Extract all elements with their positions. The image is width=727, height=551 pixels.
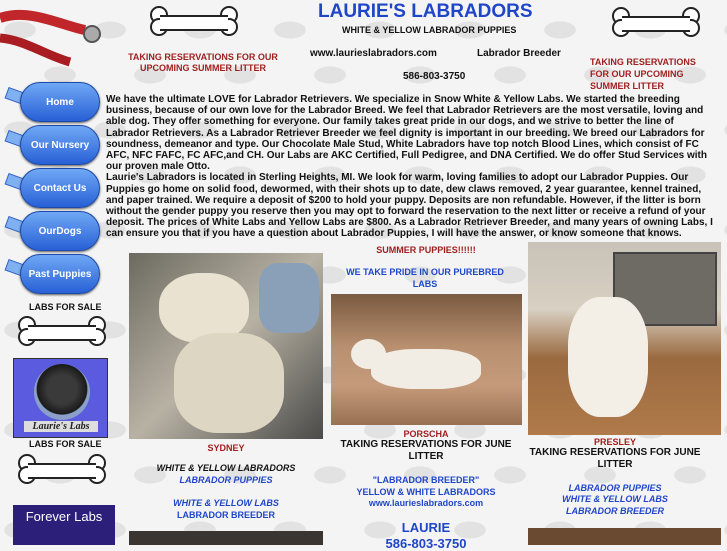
porscha-reserve: TAKING RESERVATIONS FOR JUNE LITTER bbox=[340, 439, 512, 462]
nav-nursery-button[interactable]: Our Nursery bbox=[20, 125, 100, 165]
page-subtitle: WHITE & YELLOW LABRADOR PUPPIES bbox=[342, 25, 517, 35]
sydney-caption: SYDNEY bbox=[207, 443, 245, 453]
mid-phone: 586-803-3750 bbox=[385, 536, 467, 551]
nav-pastpuppies-button[interactable]: Past Puppies bbox=[20, 254, 100, 294]
yellow-white-text: YELLOW & WHITE LABRADORS bbox=[356, 487, 496, 497]
bottom-photo-right[interactable] bbox=[528, 528, 721, 545]
phone-number: 586-803-3750 bbox=[403, 71, 466, 82]
pride-text: WE TAKE PRIDE IN OUR PUREBRED LABS bbox=[346, 267, 504, 289]
left-line-2: LABRADOR PUPPIES bbox=[179, 475, 273, 485]
labs-badge-image[interactable] bbox=[13, 358, 108, 438]
bone-graphic-sidebar-1[interactable] bbox=[18, 316, 106, 346]
right-line-2: WHITE & YELLOW LABS bbox=[562, 494, 668, 504]
forever-labs-text: Forever Labs bbox=[25, 509, 103, 524]
porscha-caption: PORSCHA bbox=[403, 429, 449, 439]
leash-graphic bbox=[0, 0, 110, 70]
presley-caption: PRESLEY bbox=[593, 437, 636, 447]
sydney-photo[interactable] bbox=[129, 253, 323, 439]
nav-home-button[interactable]: Home bbox=[20, 82, 100, 122]
bone-graphic-left bbox=[150, 6, 238, 36]
bottom-photo-left[interactable] bbox=[129, 531, 323, 545]
presley-reserve: TAKING RESERVATIONS FOR JUNE LITTER bbox=[529, 447, 701, 470]
mid-site-url[interactable]: www.laurieslabradors.com bbox=[368, 498, 484, 508]
laurie-name: LAURIE bbox=[401, 520, 451, 535]
nav-ourdogs-button[interactable]: OurDogs bbox=[20, 211, 100, 251]
left-line-3: WHITE & YELLOW LABS bbox=[173, 498, 279, 508]
puppy-photo bbox=[34, 364, 90, 420]
labs-for-sale-label-2: LABS FOR SALE bbox=[29, 439, 102, 449]
reservation-notice-right: TAKING RESERVATIONS FOR OUR UPCOMING SUMMER LITTER bbox=[590, 57, 696, 91]
bone-graphic-sidebar-2[interactable] bbox=[18, 454, 106, 484]
labs-for-sale-label: LABS FOR SALE bbox=[29, 302, 102, 312]
breeder-role: Labrador Breeder bbox=[477, 48, 561, 59]
left-line-4: LABRADOR BREEDER bbox=[176, 510, 275, 520]
right-line-1: LABRADOR PUPPIES bbox=[568, 483, 662, 493]
intro-text bbox=[106, 94, 718, 240]
summer-puppies-notice: SUMMER PUPPIES!!!!!! bbox=[376, 245, 476, 255]
presley-photo[interactable] bbox=[528, 242, 721, 435]
reservation-notice-left: TAKING RESERVATIONS FOR OUR UPCOMING SUMMER LITTER bbox=[128, 52, 278, 73]
site-url[interactable]: www.laurieslabradors.com bbox=[310, 48, 437, 59]
porscha-photo[interactable] bbox=[331, 294, 522, 425]
page-title: LAURIE'S LABRADORS bbox=[318, 1, 533, 22]
breeder-quote: "LABRADOR BREEDER" bbox=[372, 475, 480, 485]
right-line-3: LABRADOR BREEDER bbox=[565, 506, 664, 516]
intro-paragraph-1: We have the ultimate LOVE for Labrador Retrievers. We specialize in Snow White & Yellow Labs. We started the breeding business, because of our own love for the Labrador Breed. We feel that Labrador Retrievers are the most versatile, loving and able dog. They offer something for everyone. Our family takes great pride in our dogs, and we strive to better the line of Labrador Retrievers. As a Labrador Retriever Breeder we feel dignity is important in our breeding. We breed our Labradors for soundness, demeanor and type. Our Chocolate Male Stud, White Labradors have top notch Blood Lines, which consist of FC AFC, NFC FAFC, FC AFC,and CH. Our Labs are AKC Certified, Full Pedigree, and DNA Certified. We do offer Stud Services with our proven male Otto. bbox=[106, 94, 707, 173]
nav-contact-button[interactable]: Contact Us bbox=[20, 168, 100, 208]
bone-graphic-right bbox=[612, 7, 700, 37]
forever-labs-banner[interactable] bbox=[13, 505, 115, 545]
intro-paragraph-2: Laurie's Labradors is located in Sterling Heights, MI. We look for warm, loving families to adopt our Labrador Puppies. Our Puppies go home on solid food, dewormed, with their shots up to date, dew claws removed, 2 year guarantee, kennel trained, and paper trained. We require a deposit of $200 to hold your puppy. Deposits are non refundable. However, if the litter is born without the gender puppy you reserve then you may opt to forward the reservation to the next litter or receive a refund of your deposit. The prices of White Labs and Yellow Labs are $800. As a Labrador Retriever Breeder, and many years of owning Labs, I can ensure you that if you have a question about Labrador Puppies, I will have the answer, or know someone that knows. bbox=[106, 172, 713, 240]
badge-text: Laurie's Labs bbox=[24, 421, 98, 432]
left-line-1: WHITE & YELLOW LABRADORS bbox=[156, 463, 296, 473]
